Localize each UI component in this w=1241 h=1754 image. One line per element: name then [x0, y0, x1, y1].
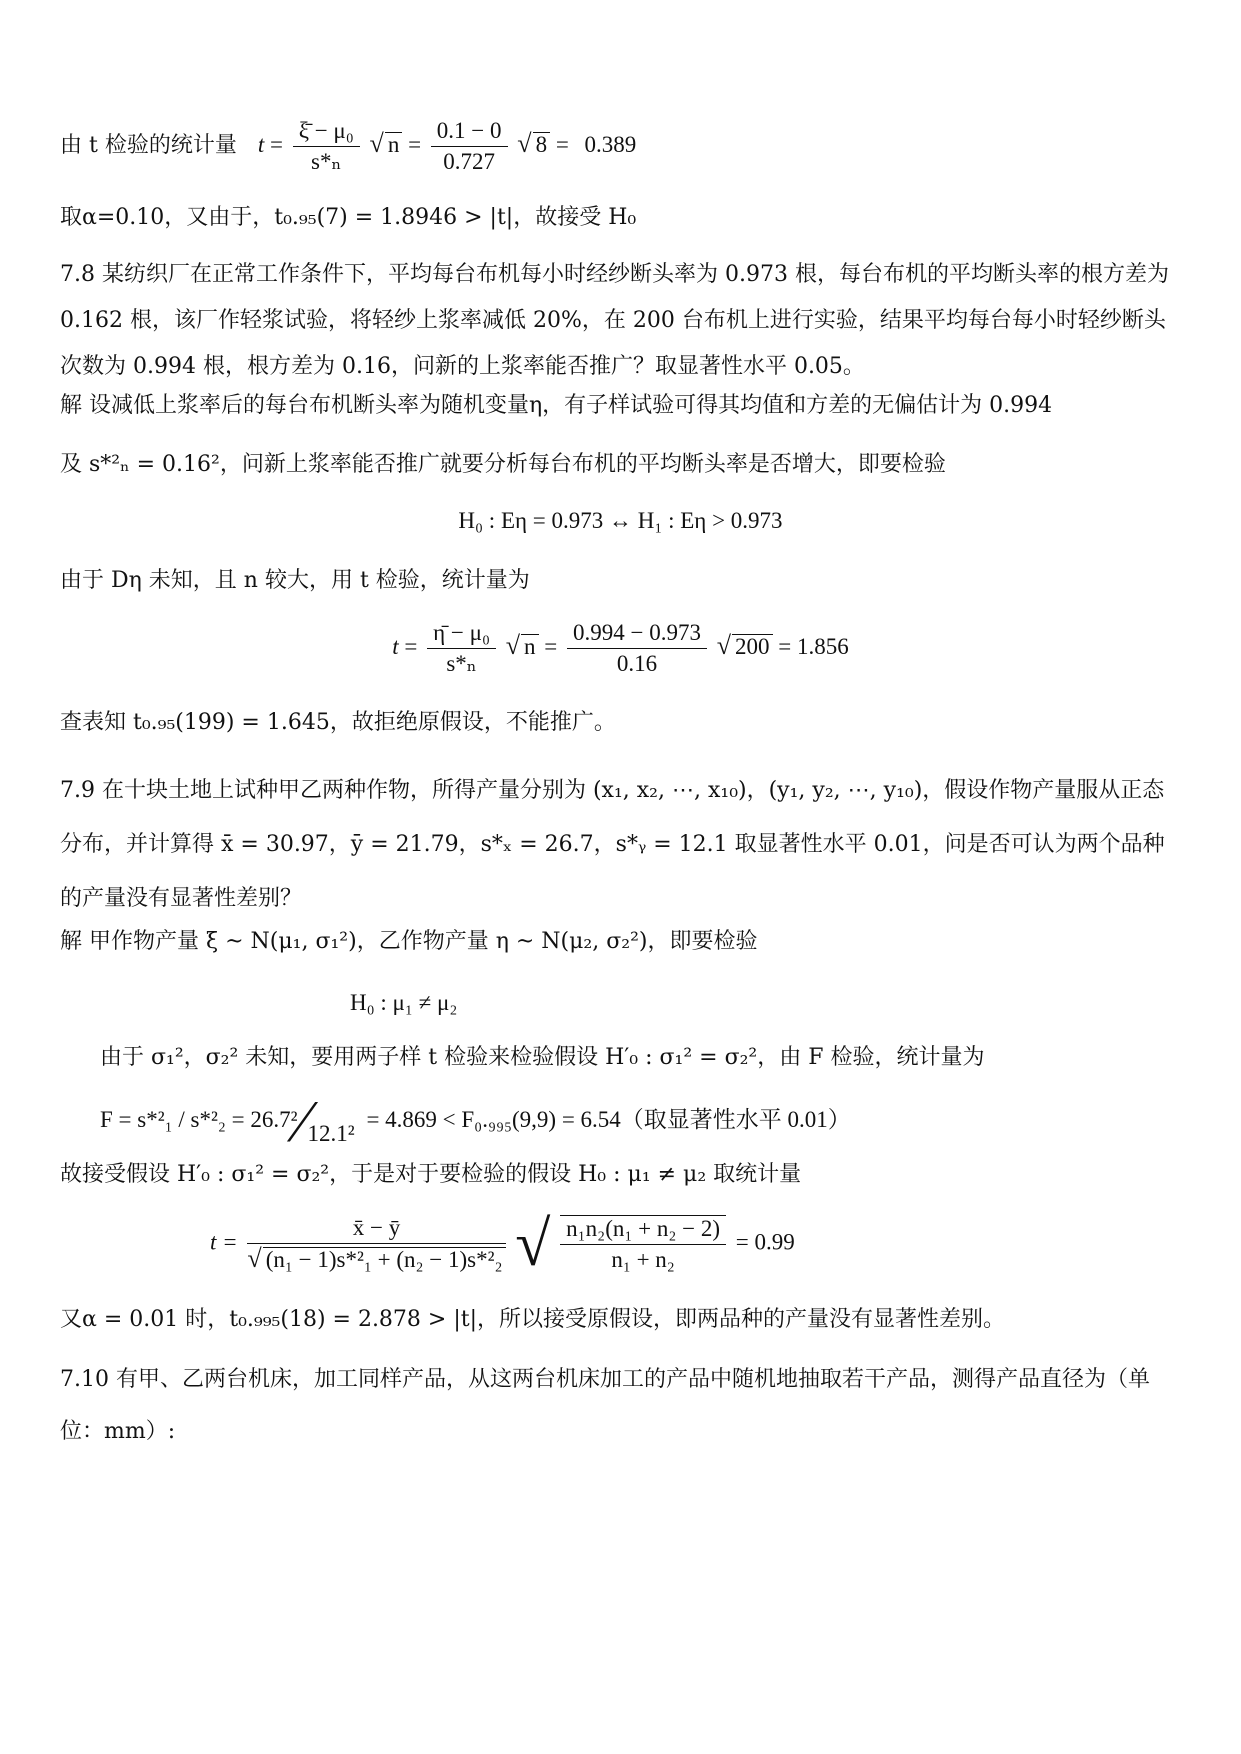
fraction-numerator: 0.1 − 0 — [431, 118, 508, 147]
table-lookup-line: 查表知 t₀.₉₅(199) = 1.645，故拒绝原假设，不能推广。 — [60, 710, 616, 735]
conclusion-line: 取α=0.10，又由于，t₀.₉₅(7) = 1.8946 > |t|，故接受 H₀ — [60, 205, 637, 230]
fraction-mean-diff — [427, 620, 496, 677]
t-result: 1.856 — [797, 633, 849, 659]
slash-symbol: ⁄ — [297, 1088, 308, 1155]
sqrt-n: n — [385, 132, 403, 157]
equals-sign: = — [408, 131, 422, 157]
fraction-numerator: x̄ − ȳ — [247, 1215, 505, 1244]
solution-7-8-b: 及 s*²ₙ = 0.16²，问新上浆率能否推广就要分析每台布机的平均断头率是否增大，即要检验 — [60, 452, 946, 477]
sqrt-8: 8 — [533, 132, 551, 157]
t-statistic-line: 由 t 检验的统计量 t = $\frac{\text{ξ̄ − μ₀}}{\text{s*ₙ}}$ √ n = $\frac{0.1 - 0}{0.727}$ √ 8 = 0.389 — [60, 118, 637, 174]
fraction-denominator: 0.16 — [616, 651, 658, 676]
solution-7-9: 解 甲作物产量 ξ ~ N(μ₁, σ₁²)，乙作物产量 η ~ N(μ₂, σ₂²)，即要检验 — [60, 929, 758, 954]
fraction-values — [431, 118, 508, 175]
fraction-denominator: s*ₙ — [311, 149, 342, 174]
line-prefix: 由 t 检验的统计量 — [60, 132, 237, 158]
hypothesis-1: H₀ : Eη = 0.973 ↔ H₁ : Eη > 0.973 — [458, 508, 783, 533]
alpha-conclusion-line: 又α = 0.01 时，t₀.₉₉₅(18) = 2.878 > |t|，所以接受原假设，即两品种的产量没有显著性差别。 — [60, 1307, 1006, 1332]
problem-7-9: 7.9 在十块土地上试种甲乙两种作物，所得产量分别为 (x₁, x₂, ⋯, x₁₀)，(y₁, y₂, ⋯, y₁₀)，假设作物产量服从正态分布，并计算得 x̄ = 30.97，ȳ = 21.79，s*ₓ = 26.7，s*ᵧ = 12.1 取显著性水平 0.01，问是否可认为两个品种的产量没有显著性差别？ — [60, 778, 1165, 911]
fraction-mean-diff — [293, 118, 360, 175]
t-result: 0.389 — [584, 131, 637, 157]
sqrt-200: 200 — [732, 634, 773, 659]
t-statistic-formula-2: t = $\frac{\text{η̄ − μ₀}}{\text{s*ₙ}}$ √ n = $\frac{0.994 - 0.973}{0.16}$ √ 200 = 1.856 — [392, 620, 849, 676]
fraction-denominator: √ (n₁ − 1)s*²₁ + (n₂ − 1)s*²₂ — [247, 1244, 505, 1273]
fraction-denominator: 0.727 — [443, 149, 496, 174]
equals-sign: = — [404, 633, 418, 659]
sqrt-n: n — [521, 634, 539, 659]
sigma-unknown-line: 由于 σ₁²，σ₂² 未知，要用两子样 t 检验来检验假设 H′₀ : σ₁² = σ₂²，由 F 检验，统计量为 — [100, 1045, 985, 1070]
f-statistic-line — [100, 1090, 851, 1164]
f-statistic-denominator: 12.1² — [307, 1121, 355, 1146]
equals-sign: = — [269, 131, 283, 157]
equals-sign: = — [544, 633, 558, 659]
fraction-sample-sizes — [560, 1215, 726, 1273]
fraction-numerator: 0.994 − 0.973 — [567, 620, 707, 649]
problem-7-10: 7.10 有甲、乙两台机床，加工同样产品，从这两台机床加工的产品中随机地抽取若干产品，测得产品直径为（单位：mm）: — [60, 1367, 1150, 1444]
solution-7-8-a: 解 设减低上浆率后的每台布机断头率为随机变量η，有子样试验可得其均值和方差的无偏估计为 0.994 — [60, 393, 1053, 418]
sqrt-pooled-variance: (n₁ − 1)s*²₁ + (n₂ − 1)s*²₂ — [263, 1247, 506, 1272]
t-symbol: t = — [210, 1229, 238, 1255]
equals-sign: = — [778, 633, 792, 659]
f-statistic-left: F = s*²₁ / s*²₂ = 26.7² — [100, 1107, 298, 1132]
two-sample-t-formula — [210, 1208, 795, 1279]
fraction-numerator: η̄ − μ₀ — [427, 620, 496, 649]
fraction-numerator: ξ̄ − μ₀ — [293, 118, 360, 147]
t-result: = 0.99 — [735, 1229, 795, 1255]
t-symbol: t — [257, 131, 265, 157]
problem-7-8: 7.8 某纺织厂在正常工作条件下，平均每台布机每小时经纱断头率为 0.973 根，每台布机的平均断头率的根方差为 0.162 根，该厂作轻浆试验，将轻纱上浆率减低 20%，在 200 台布机上进行实验，结果平均每台每小时轻纱断头次数为 0.994 根，根方差为 0.16，问新的上浆率能否推广？取显著性水平 0.05。 — [60, 262, 1169, 379]
d-eta-line: 由于 Dη 未知，且 n 较大，用 t 检验，统计量为 — [60, 568, 530, 593]
fraction-values — [567, 620, 707, 677]
fraction-two-sample — [247, 1215, 505, 1273]
fraction-denominator: s*ₙ — [446, 651, 477, 676]
f-statistic-right: = 4.869 < F₀.₉₉₅(9,9) = 6.54（取显著性水平 0.01） — [366, 1107, 851, 1132]
fraction-denominator: n₁ + n₂ — [611, 1247, 675, 1272]
big-root — [515, 1208, 730, 1279]
accept-hypothesis-line: 故接受假设 H′₀ : σ₁² = σ₂²，于是对于要检验的假设 H₀ : μ₁ ≠ μ₂ 取统计量 — [60, 1162, 802, 1187]
root-sign: √ — [515, 1208, 551, 1279]
t-symbol: t — [392, 633, 399, 659]
hypothesis-2: H₀ : μ₁ ≠ μ₂ — [350, 990, 458, 1015]
equals-sign: = — [555, 131, 569, 157]
fraction-numerator: n₁n₂(n₁ + n₂ − 2) — [560, 1216, 726, 1245]
